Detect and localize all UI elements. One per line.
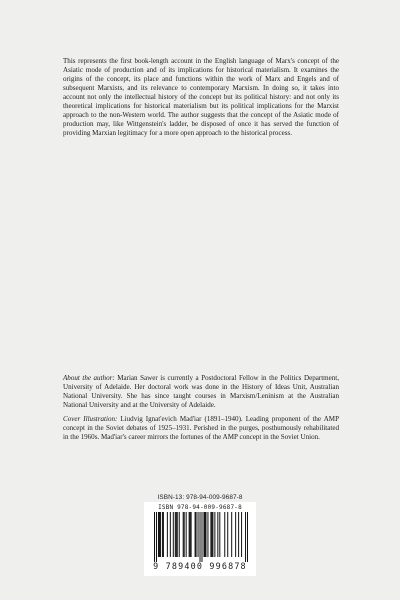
- barcode-bar: [205, 512, 206, 557]
- barcode-bar: [203, 512, 204, 557]
- barcode-bar: [217, 512, 218, 557]
- cover-illustration-label: Cover Illustration:: [63, 415, 118, 424]
- barcode-bar: [227, 512, 228, 557]
- about-author-paragraph: [63, 374, 339, 410]
- barcode-bar: [200, 512, 201, 562]
- barcode-bar: [167, 512, 168, 557]
- barcode-digits: 9 789400 996878: [153, 561, 247, 571]
- barcode-bar: [175, 512, 176, 557]
- barcode-bar: [184, 512, 185, 557]
- cover-illustration-text: Liudvig Ignat'evich Mad'iar (1891–1940). Leading proponent of the AMP concept in the Soviet debates of 1925–1931. Perished in the purges, posthumously rehabilitated in the 1960s. Mad'iar's career mirrors the fortunes of the AMP concept in the Soviet Union.: [63, 415, 339, 442]
- barcode-bar: [224, 512, 225, 557]
- cover-illustration-paragraph: [63, 415, 339, 442]
- barcode-bar: [247, 512, 248, 562]
- barcode-bar: [156, 512, 157, 562]
- barcode-bar: [162, 512, 163, 557]
- barcode-bar: [198, 512, 199, 557]
- barcode-bar: [189, 512, 190, 557]
- barcode-bar: [235, 512, 236, 557]
- barcode-bar: [241, 512, 242, 557]
- isbn-label: ISBN-13: 978-94-009-9687-8: [157, 494, 243, 501]
- barcode-bar: [211, 512, 212, 557]
- barcode-isbn-text: ISBN 978-94-009-9687-8: [158, 504, 242, 511]
- barcode-bar: [238, 512, 239, 557]
- barcode-bar: [207, 512, 208, 557]
- barcode-bar: [204, 512, 205, 557]
- barcode: [144, 502, 256, 576]
- book-description: [63, 57, 339, 138]
- barcode-bar: [195, 512, 196, 557]
- barcode-bar: [163, 512, 164, 557]
- barcode-bar: [158, 512, 159, 557]
- barcode-bar: [186, 512, 187, 557]
- barcode-bar: [191, 512, 192, 557]
- barcode-bar: [245, 512, 246, 562]
- barcode-bar: [201, 512, 202, 562]
- barcode-bar: [176, 512, 177, 557]
- barcode-bar: [190, 512, 191, 557]
- barcode-bar: [214, 512, 215, 557]
- barcode-bar: [154, 512, 155, 562]
- barcode-bar: [212, 512, 213, 557]
- about-author-text: Marian Sawer is currently a Postdoctoral Fellow in the Politics Department, University of Adelaide. Her doctoral work was done in the History of Ideas Unit, Australian National University. She has since taught courses in Marxism/Leninism at the Australian National University and at the University of Adelaide.: [63, 374, 340, 410]
- barcode-bar: [177, 512, 178, 557]
- description-text: This represents the first book-length account in the English language of Marx's concept of the Asiatic mode of production and of its implications for historical materialism. It examines the origins of the concept, its place and functions within the work of Marx and Engels and of subsequent Marxists, and its relevance to contemporary Marxism. In doing so, it takes into account not only the intellectual history of the concept but its political history: and not only its theoretical implications for historical materialism but its political implications for the Marxist approach to the non-Western world. The author suggests that the concept of the Asiatic mode of production may, like Wittgenstein's ladder, be disposed of once it has served the function of providing Marxian legitimacy for a more open approach to the historical process.: [63, 57, 339, 138]
- barcode-bar: [210, 512, 211, 557]
- barcode-bar: [160, 512, 161, 557]
- barcode-bar: [170, 512, 171, 557]
- barcode-bar: [219, 512, 220, 557]
- book-notes: [63, 374, 339, 447]
- barcode-bar: [179, 512, 180, 557]
- barcode-bar: [173, 512, 174, 557]
- barcode-bar: [231, 512, 232, 557]
- barcode-bars: [154, 512, 248, 562]
- about-author-label: About the author:: [63, 374, 115, 382]
- barcode-bar: [183, 512, 184, 557]
- barcode-bar: [196, 512, 197, 557]
- barcode-bar: [159, 512, 160, 557]
